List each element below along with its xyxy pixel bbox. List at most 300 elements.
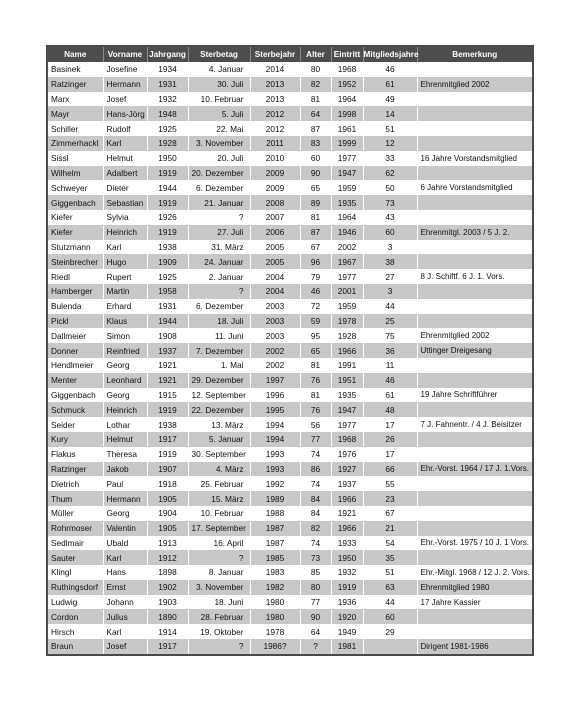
header-row [47, 46, 533, 62]
cell-jahrgang: 1937 [147, 343, 188, 358]
cell-vorname: Julius [103, 609, 147, 624]
cell-sterbetag: 1. Mai [188, 358, 250, 373]
cell-bemerkung [417, 624, 533, 639]
cell-name: Kiefer [47, 225, 103, 240]
cell-bemerkung [417, 476, 533, 491]
cell-mitgliedsjahre: 46 [363, 373, 417, 388]
cell-mitgliedsjahre: 38 [363, 254, 417, 269]
col-header-jahrgang: Jahrgang [147, 46, 188, 62]
table-row [47, 195, 533, 210]
cell-sterbejahr: 2004 [250, 284, 300, 299]
cell-alter: 72 [300, 299, 331, 314]
cell-eintritt: 1964 [331, 210, 363, 225]
cell-alter: 90 [300, 166, 331, 181]
col-header-alter: Alter [300, 46, 331, 62]
table-row [47, 92, 533, 107]
cell-sterbetag: 4. Januar [188, 62, 250, 77]
cell-alter: 77 [300, 432, 331, 447]
cell-name: Mayr [47, 106, 103, 121]
cell-vorname: Georg [103, 388, 147, 403]
table-row [47, 343, 533, 358]
table-row [47, 106, 533, 121]
cell-name: Menter [47, 373, 103, 388]
cell-bemerkung [417, 491, 533, 506]
cell-mitgliedsjahre: 3 [363, 284, 417, 299]
cell-eintritt: 1921 [331, 506, 363, 521]
cell-mitgliedsjahre: 29 [363, 624, 417, 639]
cell-vorname: Josef [103, 639, 147, 655]
cell-eintritt: 1919 [331, 580, 363, 595]
cell-name: Donner [47, 343, 103, 358]
table-row [47, 388, 533, 403]
cell-sterbejahr: 1993 [250, 462, 300, 477]
cell-sterbetag: 16. April [188, 536, 250, 551]
table-row [47, 447, 533, 462]
cell-name: Seider [47, 417, 103, 432]
cell-alter: 81 [300, 358, 331, 373]
cell-alter: 84 [300, 491, 331, 506]
cell-name: Wilhelm [47, 166, 103, 181]
cell-name: Sedlmair [47, 536, 103, 551]
table-row [47, 550, 533, 565]
cell-mitgliedsjahre: 63 [363, 580, 417, 595]
cell-vorname: Rupert [103, 269, 147, 284]
cell-vorname: Valentin [103, 521, 147, 536]
table-row [47, 462, 533, 477]
cell-alter: 81 [300, 388, 331, 403]
cell-sterbetag: ? [188, 550, 250, 565]
cell-jahrgang: 1918 [147, 476, 188, 491]
cell-eintritt: 1976 [331, 447, 363, 462]
cell-eintritt: 1977 [331, 417, 363, 432]
cell-mitgliedsjahre: 44 [363, 595, 417, 610]
cell-jahrgang: 1925 [147, 121, 188, 136]
cell-vorname: Paul [103, 476, 147, 491]
cell-jahrgang: 1931 [147, 77, 188, 92]
cell-jahrgang: 1932 [147, 92, 188, 107]
cell-alter: 84 [300, 506, 331, 521]
cell-sterbejahr: 2003 [250, 299, 300, 314]
cell-vorname: Jakob [103, 462, 147, 477]
cell-sterbejahr: 1978 [250, 624, 300, 639]
cell-jahrgang: 1958 [147, 284, 188, 299]
cell-sterbejahr: 2005 [250, 240, 300, 255]
cell-eintritt: 1927 [331, 462, 363, 477]
cell-eintritt: 1947 [331, 402, 363, 417]
cell-sterbetag: 18. Juli [188, 314, 250, 329]
cell-vorname: Ubald [103, 536, 147, 551]
cell-sterbetag: 29. Dezember [188, 373, 250, 388]
table-row [47, 373, 533, 388]
cell-alter: 87 [300, 121, 331, 136]
table-row [47, 580, 533, 595]
cell-bemerkung [417, 432, 533, 447]
cell-alter: 87 [300, 225, 331, 240]
table-row [47, 240, 533, 255]
cell-eintritt: 1936 [331, 595, 363, 610]
cell-mitgliedsjahre: 61 [363, 77, 417, 92]
cell-vorname: Josef [103, 92, 147, 107]
table-body [47, 62, 533, 655]
cell-sterbejahr: 1996 [250, 388, 300, 403]
cell-sterbetag: ? [188, 210, 250, 225]
cell-eintritt: 1966 [331, 343, 363, 358]
cell-name: Giggenbach [47, 195, 103, 210]
cell-vorname: Adalbert [103, 166, 147, 181]
cell-eintritt: 1952 [331, 77, 363, 92]
cell-vorname: Heinrich [103, 402, 147, 417]
cell-jahrgang: 1919 [147, 402, 188, 417]
cell-vorname: Simon [103, 328, 147, 343]
cell-eintritt: 1961 [331, 121, 363, 136]
cell-bemerkung: 19 Jahre Schriftführer [417, 388, 533, 403]
cell-name: Giggenbach [47, 388, 103, 403]
cell-alter: 64 [300, 624, 331, 639]
cell-sterbejahr: 2006 [250, 225, 300, 240]
cell-alter: 96 [300, 254, 331, 269]
cell-jahrgang: 1909 [147, 254, 188, 269]
cell-sterbejahr: 2003 [250, 328, 300, 343]
cell-mitgliedsjahre: 60 [363, 609, 417, 624]
cell-jahrgang: 1912 [147, 550, 188, 565]
cell-sterbejahr: 2009 [250, 180, 300, 195]
table-row [47, 521, 533, 536]
cell-sterbetag: 22. Mai [188, 121, 250, 136]
cell-vorname: Johann [103, 595, 147, 610]
cell-bemerkung [417, 240, 533, 255]
cell-vorname: Sebastian [103, 195, 147, 210]
cell-name: Ludwig [47, 595, 103, 610]
cell-sterbejahr: 1987 [250, 536, 300, 551]
cell-sterbejahr: 1988 [250, 506, 300, 521]
cell-eintritt: 1968 [331, 432, 363, 447]
cell-sterbejahr: 1987 [250, 521, 300, 536]
table-row [47, 210, 533, 225]
cell-vorname: Helmut [103, 432, 147, 447]
table-row [47, 299, 533, 314]
col-header-sterbetag: Sterbetag [188, 46, 250, 62]
cell-eintritt: 1920 [331, 609, 363, 624]
cell-eintritt: 1978 [331, 314, 363, 329]
cell-name: Zimmerhackl [47, 136, 103, 151]
cell-bemerkung [417, 299, 533, 314]
table-row [47, 491, 533, 506]
cell-sterbejahr: 2002 [250, 343, 300, 358]
cell-name: Pickl [47, 314, 103, 329]
cell-jahrgang: 1928 [147, 136, 188, 151]
cell-alter: 67 [300, 240, 331, 255]
cell-alter: 86 [300, 462, 331, 477]
cell-bemerkung [417, 92, 533, 107]
cell-vorname: Reinfried [103, 343, 147, 358]
cell-alter: 73 [300, 550, 331, 565]
cell-alter: 85 [300, 565, 331, 580]
cell-alter: 74 [300, 447, 331, 462]
cell-sterbetag: 4. März [188, 462, 250, 477]
cell-sterbetag: 13. März [188, 417, 250, 432]
cell-bemerkung [417, 550, 533, 565]
cell-vorname: Klaus [103, 314, 147, 329]
table-row [47, 166, 533, 181]
cell-name: Klingl [47, 565, 103, 580]
cell-name: Kury [47, 432, 103, 447]
cell-alter: 81 [300, 92, 331, 107]
cell-vorname: Hermann [103, 491, 147, 506]
cell-vorname: Helmut [103, 151, 147, 166]
cell-sterbejahr: 2007 [250, 210, 300, 225]
cell-eintritt: 1977 [331, 151, 363, 166]
cell-eintritt: 1999 [331, 136, 363, 151]
cell-bemerkung [417, 62, 533, 77]
cell-sterbetag: 6. Dezember [188, 299, 250, 314]
cell-alter: 81 [300, 210, 331, 225]
cell-name: Hirsch [47, 624, 103, 639]
cell-name: Hamberger [47, 284, 103, 299]
cell-mitgliedsjahre: 44 [363, 299, 417, 314]
cell-name: Braun [47, 639, 103, 655]
members-table [46, 45, 534, 656]
cell-name: Kiefer [47, 210, 103, 225]
table-row [47, 506, 533, 521]
cell-alter: 64 [300, 106, 331, 121]
cell-mitgliedsjahre [363, 639, 417, 655]
cell-jahrgang: 1931 [147, 299, 188, 314]
cell-name: Schmuck [47, 402, 103, 417]
cell-bemerkung [417, 521, 533, 536]
cell-mitgliedsjahre: 17 [363, 417, 417, 432]
cell-sterbejahr: 1997 [250, 373, 300, 388]
cell-jahrgang: 1948 [147, 106, 188, 121]
cell-vorname: Georg [103, 358, 147, 373]
cell-vorname: Georg [103, 506, 147, 521]
cell-alter: 76 [300, 402, 331, 417]
cell-bemerkung [417, 314, 533, 329]
cell-sterbetag: 11. Juni [188, 328, 250, 343]
cell-jahrgang: 1907 [147, 462, 188, 477]
cell-alter: ? [300, 639, 331, 655]
cell-sterbejahr: 1995 [250, 402, 300, 417]
cell-eintritt: 1932 [331, 565, 363, 580]
cell-bemerkung [417, 358, 533, 373]
cell-jahrgang: 1914 [147, 624, 188, 639]
table-row [47, 121, 533, 136]
cell-sterbejahr: 1982 [250, 580, 300, 595]
cell-mitgliedsjahre: 62 [363, 166, 417, 181]
table-row [47, 609, 533, 624]
cell-bemerkung [417, 447, 533, 462]
cell-bemerkung: 8 J. Schiftf. 6 J. 1. Vors. [417, 269, 533, 284]
table-row [47, 328, 533, 343]
cell-vorname: Dieter [103, 180, 147, 195]
cell-bemerkung [417, 136, 533, 151]
cell-sterbejahr: 2013 [250, 77, 300, 92]
cell-bemerkung: Ehrenmitglied 1980 [417, 580, 533, 595]
cell-eintritt: 1959 [331, 180, 363, 195]
table-row [47, 624, 533, 639]
table-row [47, 77, 533, 92]
cell-jahrgang: 1925 [147, 269, 188, 284]
cell-sterbejahr: 1980 [250, 609, 300, 624]
cell-sterbejahr: 1986? [250, 639, 300, 655]
cell-jahrgang: 1921 [147, 373, 188, 388]
cell-eintritt: 1977 [331, 269, 363, 284]
cell-eintritt: 1946 [331, 225, 363, 240]
cell-bemerkung: Ehr.-Vorst. 1975 / 10 J. 1 Vors. [417, 536, 533, 551]
cell-name: Hendlmeier [47, 358, 103, 373]
col-header-bemerkung: Bemerkung [417, 46, 533, 62]
cell-jahrgang: 1904 [147, 506, 188, 521]
cell-mitgliedsjahre: 21 [363, 521, 417, 536]
cell-vorname: Hermann [103, 77, 147, 92]
cell-alter: 65 [300, 180, 331, 195]
cell-name: Dietrich [47, 476, 103, 491]
cell-eintritt: 2002 [331, 240, 363, 255]
cell-alter: 74 [300, 476, 331, 491]
col-header-mitgliedsjahre: Mitgliedsjahre [363, 46, 417, 62]
cell-mitgliedsjahre: 11 [363, 358, 417, 373]
cell-eintritt: 1991 [331, 358, 363, 373]
col-header-vorname: Vorname [103, 46, 147, 62]
cell-sterbejahr: 2004 [250, 269, 300, 284]
cell-vorname: Hugo [103, 254, 147, 269]
cell-sterbejahr: 2012 [250, 106, 300, 121]
cell-name: Rohrmoser [47, 521, 103, 536]
cell-sterbetag: 24. Januar [188, 254, 250, 269]
cell-mitgliedsjahre: 25 [363, 314, 417, 329]
cell-eintritt: 1998 [331, 106, 363, 121]
cell-name: Stutzmann [47, 240, 103, 255]
cell-vorname: Erhard [103, 299, 147, 314]
cell-vorname: Theresa [103, 447, 147, 462]
cell-name: Riedl [47, 269, 103, 284]
cell-name: Bulenda [47, 299, 103, 314]
cell-alter: 80 [300, 62, 331, 77]
cell-vorname: Karl [103, 624, 147, 639]
cell-alter: 56 [300, 417, 331, 432]
cell-bemerkung [417, 373, 533, 388]
cell-sterbetag: ? [188, 284, 250, 299]
cell-sterbetag: 5. Juli [188, 106, 250, 121]
cell-jahrgang: 1898 [147, 565, 188, 580]
cell-jahrgang: 1944 [147, 314, 188, 329]
cell-bemerkung: Ehr.-Mitgl. 1968 / 12 J. 2. Vors. [417, 565, 533, 580]
cell-bemerkung: 6 Jahre Vorstandsmitglied [417, 180, 533, 195]
table-row [47, 358, 533, 373]
cell-sterbejahr: 2009 [250, 166, 300, 181]
cell-jahrgang: 1926 [147, 210, 188, 225]
cell-mitgliedsjahre: 35 [363, 550, 417, 565]
cell-sterbejahr: 1992 [250, 476, 300, 491]
cell-sterbejahr: 1994 [250, 417, 300, 432]
cell-jahrgang: 1944 [147, 180, 188, 195]
cell-jahrgang: 1921 [147, 358, 188, 373]
cell-jahrgang: 1913 [147, 536, 188, 551]
cell-alter: 95 [300, 328, 331, 343]
cell-sterbetag: 31. März [188, 240, 250, 255]
cell-sterbetag: 19. Oktober [188, 624, 250, 639]
cell-eintritt: 1968 [331, 62, 363, 77]
cell-sterbetag: 28. Februar [188, 609, 250, 624]
cell-bemerkung: Ehrenmitglied 2002 [417, 328, 533, 343]
cell-alter: 60 [300, 151, 331, 166]
cell-bemerkung: Ehr.-Vorst. 1964 / 17 J. 1.Vors. [417, 462, 533, 477]
cell-vorname: Lothar [103, 417, 147, 432]
cell-mitgliedsjahre: 66 [363, 462, 417, 477]
cell-sterbetag: 15. März [188, 491, 250, 506]
cell-sterbetag: 25. Februar [188, 476, 250, 491]
table-row [47, 136, 533, 151]
cell-alter: 77 [300, 595, 331, 610]
cell-vorname: Hans-Jörg [103, 106, 147, 121]
cell-bemerkung: 17 Jahre Kassier [417, 595, 533, 610]
cell-eintritt: 1935 [331, 195, 363, 210]
cell-alter: 74 [300, 536, 331, 551]
table-row [47, 402, 533, 417]
cell-jahrgang: 1919 [147, 447, 188, 462]
cell-mitgliedsjahre: 48 [363, 402, 417, 417]
cell-eintritt: 1937 [331, 476, 363, 491]
cell-bemerkung: Ehrenmitglied 2002 [417, 77, 533, 92]
cell-name: Steinbrecher [47, 254, 103, 269]
cell-mitgliedsjahre: 60 [363, 225, 417, 240]
cell-sterbejahr: 2014 [250, 62, 300, 77]
table-row [47, 595, 533, 610]
table-row [47, 536, 533, 551]
col-header-sterbejahr: Sterbejahr [250, 46, 300, 62]
cell-jahrgang: 1938 [147, 240, 188, 255]
cell-alter: 79 [300, 269, 331, 284]
cell-mitgliedsjahre: 12 [363, 136, 417, 151]
cell-jahrgang: 1919 [147, 166, 188, 181]
table-row [47, 254, 533, 269]
cell-jahrgang: 1917 [147, 639, 188, 655]
cell-vorname: Heinrich [103, 225, 147, 240]
cell-alter: 59 [300, 314, 331, 329]
table-row [47, 314, 533, 329]
cell-jahrgang: 1908 [147, 328, 188, 343]
cell-jahrgang: 1903 [147, 595, 188, 610]
cell-eintritt: 1928 [331, 328, 363, 343]
cell-mitgliedsjahre: 73 [363, 195, 417, 210]
table-row [47, 284, 533, 299]
table-row [47, 151, 533, 166]
cell-mitgliedsjahre: 23 [363, 491, 417, 506]
cell-vorname: Sylvia [103, 210, 147, 225]
cell-name: Ratzinger [47, 77, 103, 92]
table-row [47, 62, 533, 77]
cell-eintritt: 1933 [331, 536, 363, 551]
cell-sterbetag: 5. Januar [188, 432, 250, 447]
cell-jahrgang: 1902 [147, 580, 188, 595]
cell-alter: 76 [300, 373, 331, 388]
cell-sterbetag: 3. November [188, 580, 250, 595]
cell-sterbetag: 20. Dezember [188, 166, 250, 181]
cell-eintritt: 1947 [331, 166, 363, 181]
cell-sterbetag: 2. Januar [188, 269, 250, 284]
cell-vorname: Rudolf [103, 121, 147, 136]
cell-vorname: Hans [103, 565, 147, 580]
cell-name: Dallmeier [47, 328, 103, 343]
cell-sterbetag: 27. Juli [188, 225, 250, 240]
cell-mitgliedsjahre: 14 [363, 106, 417, 121]
cell-name: Sauter [47, 550, 103, 565]
cell-vorname: Josefine [103, 62, 147, 77]
cell-alter: 80 [300, 580, 331, 595]
cell-eintritt: 1959 [331, 299, 363, 314]
cell-name: Cordon [47, 609, 103, 624]
cell-sterbejahr: 2003 [250, 314, 300, 329]
table-row [47, 180, 533, 195]
